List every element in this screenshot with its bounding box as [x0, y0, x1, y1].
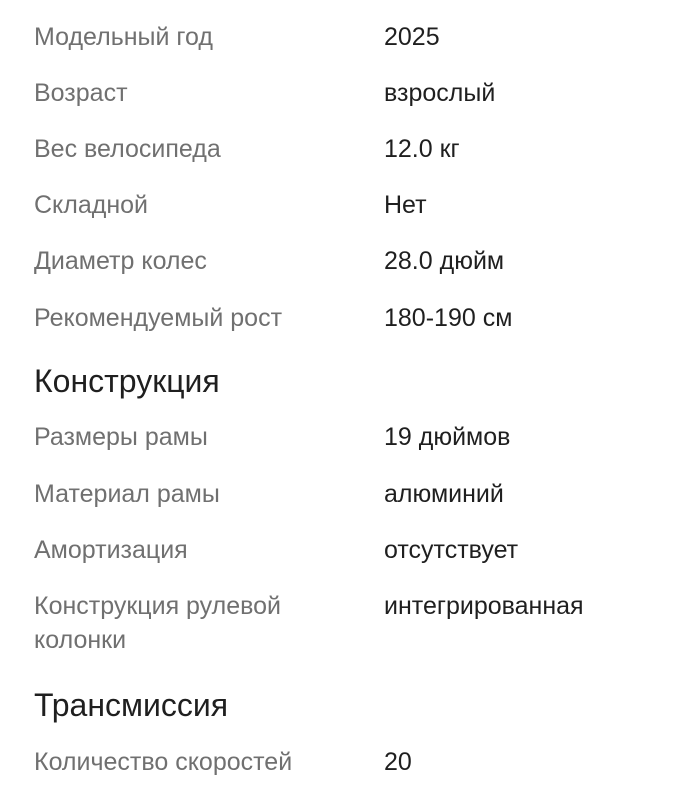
spec-row-frame-material	[34, 477, 674, 511]
spec-value: 20	[384, 748, 412, 776]
spec-row-foldable	[34, 188, 674, 222]
spec-label: Материал рамы	[34, 480, 220, 508]
spec-label: Количество скоростей	[34, 748, 293, 776]
spec-value: Нет	[384, 191, 427, 219]
spec-row-speed-count	[34, 745, 674, 779]
spec-row-bike-weight	[34, 132, 674, 166]
spec-label: Амортизация	[34, 536, 188, 564]
spec-label: Диаметр колес	[34, 247, 207, 275]
spec-value: 12.0 кг	[384, 135, 460, 163]
spec-row-headset	[34, 589, 674, 657]
spec-value: 19 дюймов	[384, 423, 511, 451]
spec-label: Размеры рамы	[34, 423, 208, 451]
spec-label: Модельный год	[34, 23, 213, 51]
spec-value: 28.0 дюйм	[384, 247, 505, 275]
spec-row-age	[34, 76, 674, 110]
spec-label: Складной	[34, 191, 149, 219]
spec-row-suspension	[34, 533, 674, 567]
spec-label: Рекомендуемый рост	[34, 304, 283, 332]
spec-label: Вес велосипеда	[34, 135, 221, 163]
spec-label: Возраст	[34, 79, 128, 107]
spec-value: 2025	[384, 23, 440, 51]
spec-value: взрослый	[384, 79, 496, 107]
section-title-transmission: Трансмиссия	[34, 687, 229, 723]
spec-value: 180-190 см	[384, 304, 513, 332]
spec-row-model-year	[34, 20, 674, 54]
section-title-construction: Конструкция	[34, 363, 220, 399]
spec-value: интегрированная	[384, 592, 584, 620]
spec-value: алюминий	[384, 480, 504, 508]
spec-label: Конструкция рулевой колонки	[34, 592, 281, 654]
spec-row-frame-size	[34, 420, 674, 454]
spec-value: отсутствует	[384, 536, 519, 564]
spec-row-wheel-diameter	[34, 244, 674, 278]
spec-row-recommended-height	[34, 301, 674, 335]
